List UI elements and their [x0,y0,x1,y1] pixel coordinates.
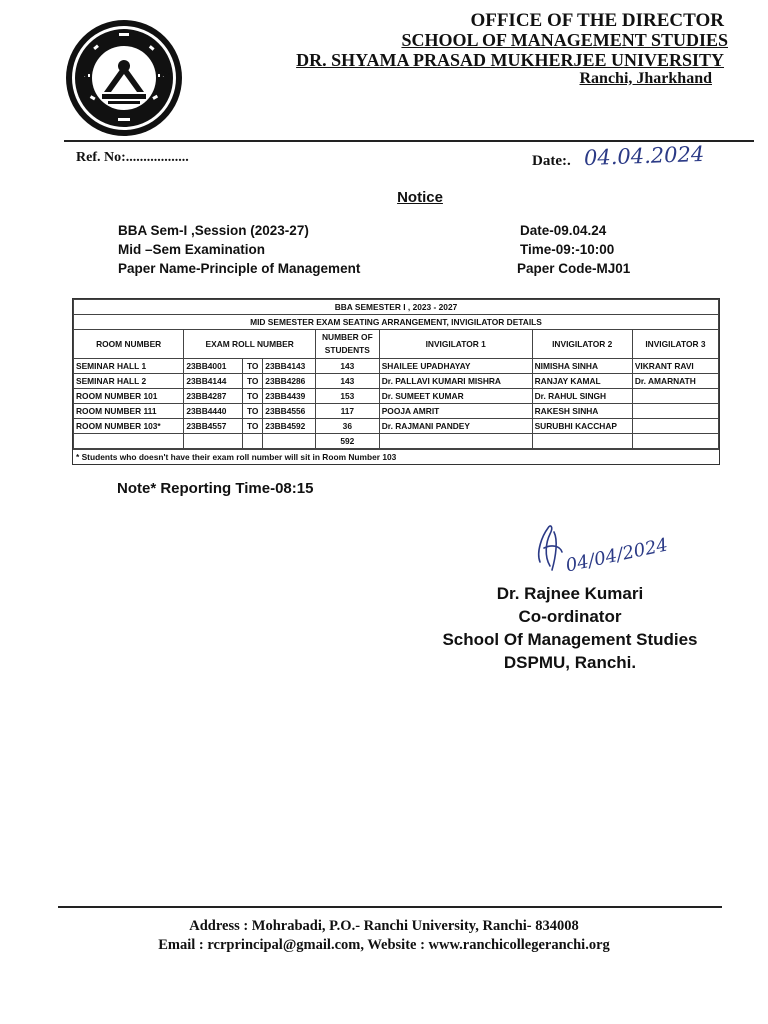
count-cell: 143 [315,374,379,389]
roll-from-cell: 23BB4001 [184,359,243,374]
paper-name-line: Paper Name-Principle of Management [118,261,361,276]
count-cell: 117 [315,404,379,419]
exam-date-line: Date-09.04.24 [520,223,607,238]
seating-arrangement-table [72,298,720,465]
date-label: Date:. [532,153,571,169]
room-cell: SEMINAR HALL 1 [74,359,184,374]
roll-from-cell: 23BB4287 [184,389,243,404]
room-cell: ROOM NUMBER 101 [74,389,184,404]
col-header-count: NUMBER OF STUDENTS [315,330,379,359]
table-caption-semester: BBA SEMESTER I , 2023 - 2027 [74,300,719,315]
table-caption-title: MID SEMESTER EXAM SEATING ARRANGEMENT, INVIGILATOR DETAILS [74,315,719,330]
roll-to-cell: 23BB4592 [263,419,316,434]
university-name: DR. SHYAMA PRASAD MUKHERJEE UNIVERSITY [296,50,724,70]
signatory-place: DSPMU, Ranchi. [503,653,637,672]
footer-address: Address : Mohrabadi, P.O.- Ranchi University, Ranchi- 834008 [189,918,579,934]
count-cell: 36 [315,419,379,434]
exam-type-line: Mid –Sem Examination [118,242,266,257]
total-students: 592 [315,434,379,449]
table-row [74,374,719,389]
session-line: BBA Sem-I ,Session (2023-27) [118,223,309,238]
inv2-cell: RAKESH SINHA [532,404,632,419]
inv2-cell: NIMISHA SINHA [532,359,632,374]
room-cell: SEMINAR HALL 2 [74,374,184,389]
signatory-name: Dr. Rajnee Kumari [496,584,644,603]
inv1-cell: POOJA AMRIT [379,404,532,419]
inv3-cell: Dr. AMARNATH [632,374,718,389]
room-cell: ROOM NUMBER 103* [74,419,184,434]
inv2-cell: RANJAY KAMAL [532,374,632,389]
header-divider [64,140,754,142]
col-header-roll: EXAM ROLL NUMBER [184,330,316,359]
to-cell: TO [243,419,263,434]
school-name: SCHOOL OF MANAGEMENT STUDIES [401,30,728,50]
inv1-cell: SHAILEE UPADHAYAY [379,359,532,374]
table-row [74,359,719,374]
office-title: OFFICE OF THE DIRECTOR [470,10,724,31]
inv2-cell: SURUBHI KACCHAP [532,419,632,434]
location: Ranchi, Jharkhand [579,70,712,87]
inv3-cell [632,419,718,434]
inv3-cell [632,389,718,404]
room-cell: ROOM NUMBER 111 [74,404,184,419]
roll-to-cell: 23BB4439 [263,389,316,404]
col-header-inv3: INVIGILATOR 3 [632,330,718,359]
to-cell: TO [243,359,263,374]
inv1-cell: Dr. SUMEET KUMAR [379,389,532,404]
inv3-cell [632,404,718,419]
signatory-role: Co-ordinator [518,607,622,626]
col-header-inv1: INVIGILATOR 1 [379,330,532,359]
inv1-cell: Dr. PALLAVI KUMARI MISHRA [379,374,532,389]
col-header-inv2: INVIGILATOR 2 [532,330,632,359]
signature-date: 04/04/2024 [563,534,670,577]
count-cell: 143 [315,359,379,374]
footer-divider [58,906,722,908]
signatory-department: School Of Management Studies [442,630,698,649]
roll-to-cell: 23BB4143 [263,359,316,374]
table-footnote: * Students who doesn't have their exam roll number will sit in Room Number 103 [73,449,719,464]
to-cell: TO [243,389,263,404]
roll-from-cell: 23BB4144 [184,374,243,389]
footer-contact: Email : rcrprincipal@gmail.com, Website : www.ranchicollegeranchi.org [158,937,610,953]
paper-code-line: Paper Code-MJ01 [517,261,631,276]
table-row [74,389,719,404]
inv3-cell: VIKRANT RAVI [632,359,718,374]
total-row [74,434,719,449]
to-cell: TO [243,374,263,389]
count-cell: 153 [315,389,379,404]
exam-time-line: Time-09:-10:00 [520,242,615,257]
roll-to-cell: 23BB4286 [263,374,316,389]
notice-title: Notice [397,189,443,206]
roll-to-cell: 23BB4556 [263,404,316,419]
to-cell: TO [243,404,263,419]
table-row [74,419,719,434]
university-seal-logo [64,18,184,138]
handwritten-date: 04.04.2024 [583,141,705,171]
reference-number: Ref. No:.................. [76,150,189,165]
roll-from-cell: 23BB4557 [184,419,243,434]
inv1-cell: Dr. RAJMANI PANDEY [379,419,532,434]
signatory-block [420,582,720,674]
inv2-cell: Dr. RAHUL SINGH [532,389,632,404]
col-header-room: ROOM NUMBER [74,330,184,359]
reporting-time-note: Note* Reporting Time-08:15 [117,480,314,497]
roll-from-cell: 23BB4440 [184,404,243,419]
table-row [74,404,719,419]
